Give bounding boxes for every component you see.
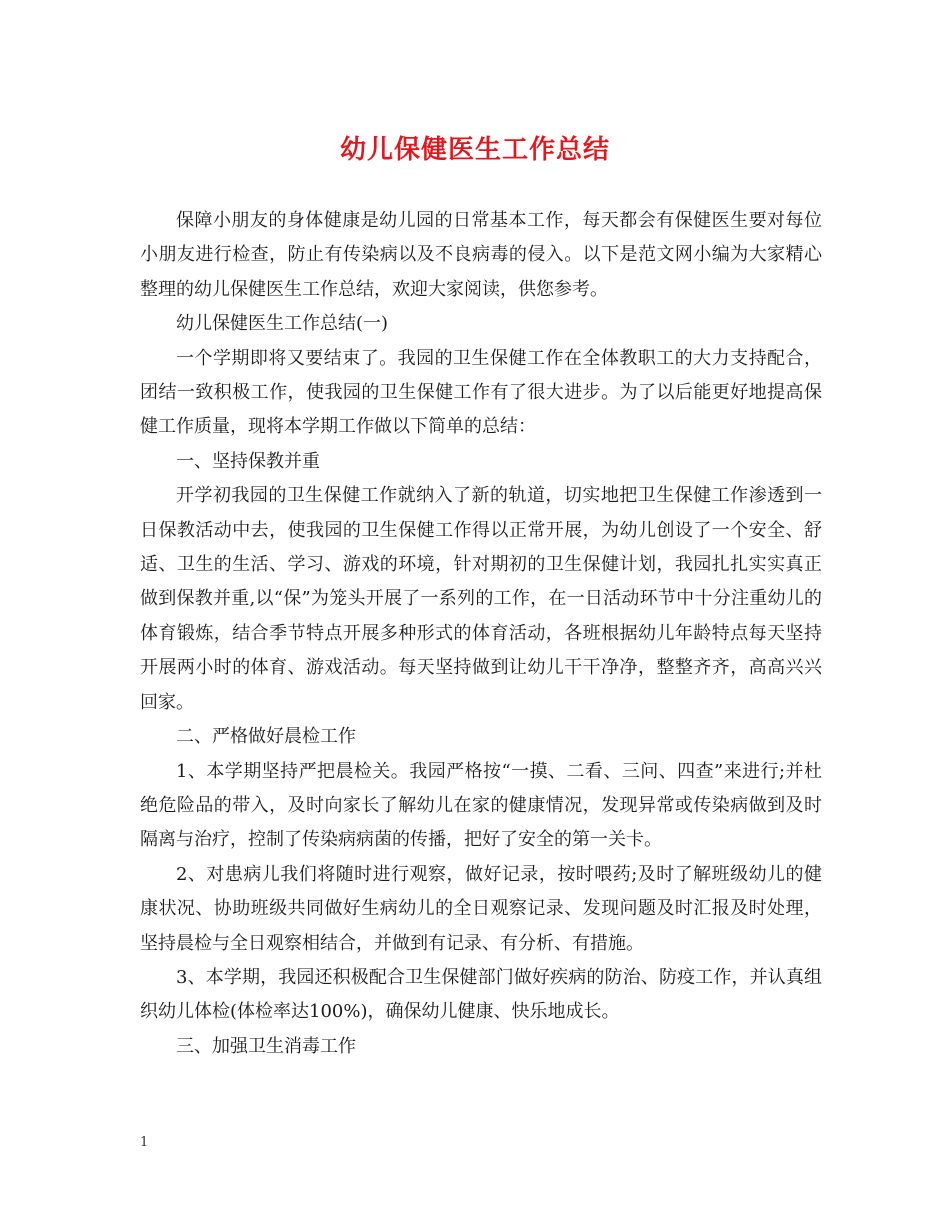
intro-paragraph: 保障小朋友的身体健康是幼儿园的日常基本工作，每天都会有保健医生要对每位小朋友进行检查，防止有传染病以及不良病毒的侵入。以下是范文网小编为大家精心整理的幼儿保健医生工作总结，欢迎大家阅读，供您参考。 — [140, 210, 822, 300]
body-paragraph: 3、本学期，我园还积极配合卫生保健部门做好疾病的防治、防疫工作，并认真组织幼儿体检(体检率达100%)，确保幼儿健康、快乐地成长。 — [140, 966, 822, 1023]
document-title: 幼儿保健医生工作总结 — [339, 135, 610, 165]
body-paragraph: 2、对患病儿我们将随时进行观察，做好记录，按时喂药;及时了解班级幼儿的健康状况、协助班级共同做好生病幼儿的全日观察记录、发现问题及时汇报及时处理，坚持晨检与全日观察相结合，并做到有记录、有分析、有措施。 — [140, 863, 822, 954]
page-number: 1 — [140, 1135, 149, 1150]
body-paragraph: 一个学期即将又要结束了。我园的卫生保健工作在全体教职工的大力支持配合，团结一致积极工作，使我园的卫生保健工作有了很大进步。为了以后能更好地提高保健工作质量，现将本学期工作做以下简单的总结： — [140, 347, 822, 438]
body-paragraph: 1、本学期坚持严把晨检关。我园严格按“一摸、二看、三问、四查”来进行;并杜绝危险品的带入，及时向家长了解幼儿在家的健康情况，发现异常或传染病做到及时隔离与治疗，控制了传染病病菌的传播，把好了安全的第一关卡。 — [140, 760, 822, 851]
section-heading: 一、坚持保教并重 — [176, 450, 320, 472]
section-heading: 幼儿保健医生工作总结(一) — [176, 313, 389, 335]
section-heading: 三、加强卫生消毒工作 — [176, 1035, 356, 1057]
body-paragraph: 开学初我园的卫生保健工作就纳入了新的轨道，切实地把卫生保健工作渗透到一日保教活动中去，使我园的卫生保健工作得以正常开展，为幼儿创设了一个安全、舒适、卫生的生活、学习、游戏的环境，针对期初的卫生保健计划，我园扎扎实实真正做到保教并重,以“保”为笼头开展了一系列的工作，在一日活动环节中十分注重幼儿的体育锻炼，结合季节特点开展多种形式的体育活动，各班根据幼儿年龄特点每天坚持开展两小时的体育、游戏活动。每天坚持做到让幼儿干干净净，整整齐齐，高高兴兴回家。 — [140, 485, 822, 713]
document-body — [140, 204, 822, 1064]
section-heading: 二、严格做好晨检工作 — [176, 726, 356, 748]
